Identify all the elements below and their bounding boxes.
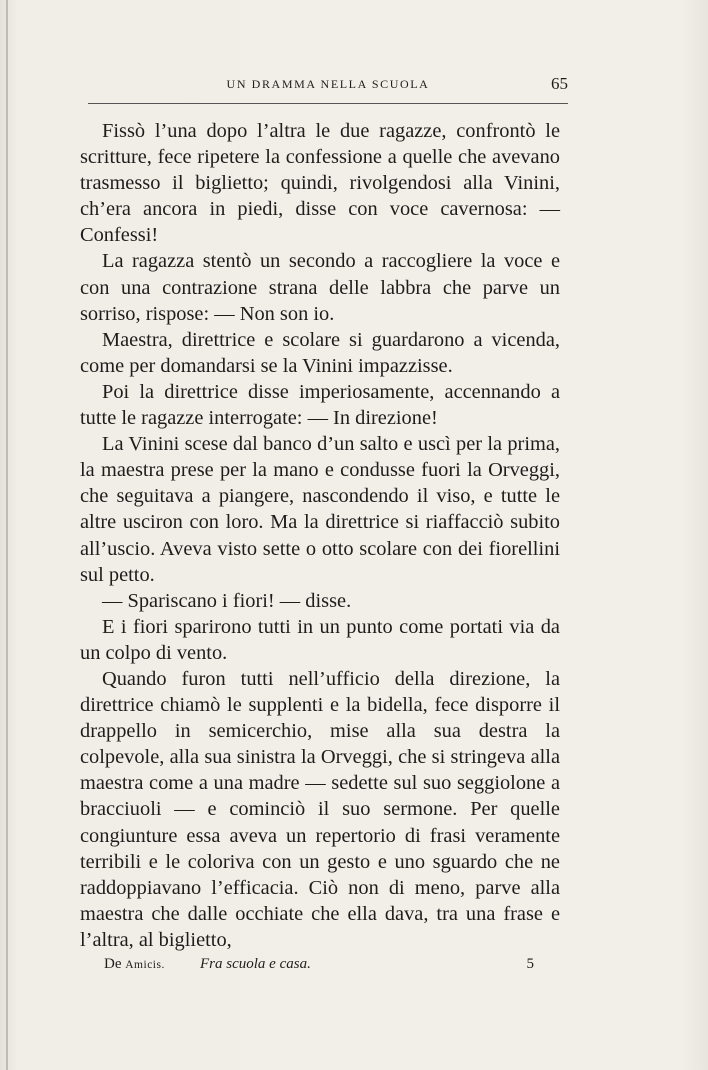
paragraph: Quando furon tutti nell’ufficio della direzione, la direttrice chiamò le supplenti e la bidella, fece disporre il drappello in semicerchio, mise alla sua destra la colpevole, alla sua sinistra la Orveggi, che si stringeva alla maestra come a una madre — sedette sul suo seggiolone a bracciuoli — e cominciò il suo sermone. Per quelle congiunture essa aveva un repertorio di frasi veramente terribili e le coloriva con un gesto e uno sguardo che ne raddoppiavano l’efficacia. Ciò non di meno, parve alla maestra che dalle occhiate che ella dava, tra una frase e l’altra, al biglietto, [80, 667, 560, 951]
paragraph: Maestra, direttrice e scolare si guardarono a vicenda, come per domandarsi se la Vinini impazzisse. [80, 328, 560, 377]
page-footer [104, 956, 534, 980]
page-gutter-shadow [6, 0, 8, 1070]
author-lead: De [104, 956, 122, 972]
footer-book-title: Fra scuola e casa. [200, 956, 311, 972]
page-number: 65 [551, 74, 568, 93]
running-title: UN DRAMMA NELLA SCUOLA [226, 77, 430, 91]
paragraph: E i fiori sparirono tutti in un punto come portati via da un colpo di vento. [80, 615, 560, 664]
paragraph: — Spariscano i fiori! — disse. [102, 589, 352, 612]
paragraph: La ragazza stentò un secondo a raccogliere la voce e con una contrazione strana delle labbra che parve un sorriso, rispose: — Non son io. [80, 250, 560, 325]
author-rest: Amicis. [125, 959, 165, 971]
paragraph: Poi la direttrice disse imperiosamente, accennando a tutte le ragazze interrogate: — In direzione! [80, 380, 560, 430]
body-text [80, 118, 560, 953]
paragraph: Fissò l’una dopo l’altra le due ragazze, confrontò le scritture, fece ripetere la confessione a quelle che avevano trasmesso il biglietto; quindi, rivolgendosi alla Vinini, ch’era ancora in piedi, disse con voce cavernosa: — Confessi! [80, 120, 560, 247]
paragraph: La Vinini scese dal banco d’un salto e uscì per la prima, la maestra prese per la mano e condusse fuori la Orveggi, che seguitava a piangere, nascondendo il viso, e tutte le altre usciron con loro. Ma la direttrice si riaffacciò subito all’uscio. Aveva visto sette o otto scolare con dei fiorellini sul petto. [80, 433, 560, 586]
signature-mark: 5 [526, 956, 534, 972]
header-rule [88, 103, 568, 104]
footer-author [104, 956, 165, 973]
running-header [88, 74, 568, 94]
